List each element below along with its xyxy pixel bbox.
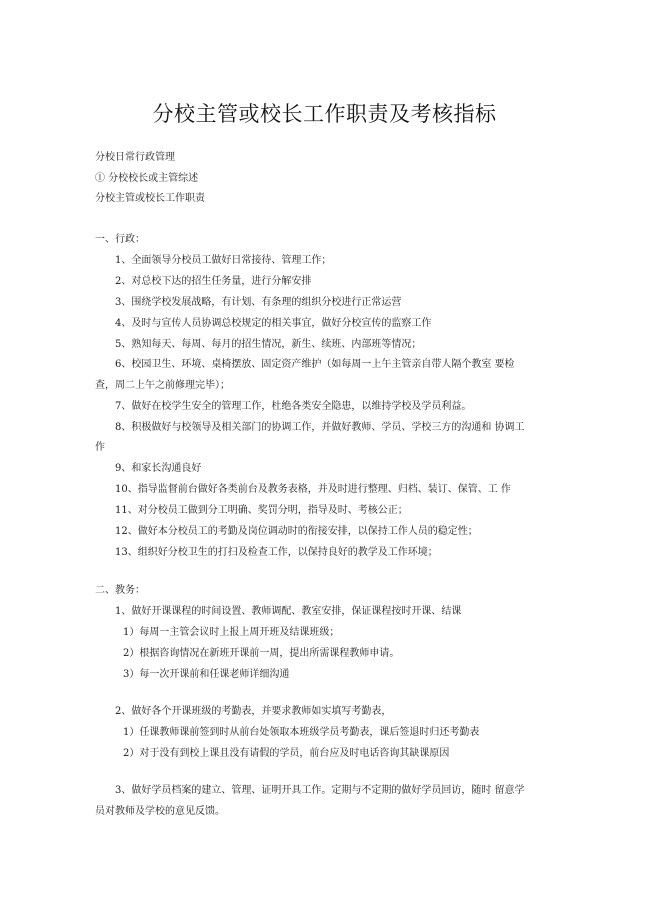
sub-item: 3）每一次开课前和任课老师详细沟通 <box>123 669 290 680</box>
list-item: 1、做好开课课程的时间设置、教师调配、教室安排，保证课程按时开课、结课 <box>115 606 462 617</box>
list-item: 10、指导监督前台做好各类前台及教务表格，并及时进行整理、归档、装订、保管、工 作 <box>115 484 511 495</box>
section-heading-academic: 二、教务： <box>95 585 145 596</box>
intro-line: ① 分校校长或主管综述 <box>95 173 199 184</box>
sub-item: 1）任课教师课前签到时从前台处领取本班级学员考勤表，课后签退时归还考勤表 <box>123 727 480 738</box>
list-item: 5、熟知每天、每周、每月的招生情况，新生、续班、内部班等情况； <box>115 339 422 350</box>
sub-item: 2）根据咨询情况在新班开课前一周，提出所需课程教师申请。 <box>123 648 400 659</box>
list-item: 3、做好学员档案的建立、管理、证明开具工作。定期与不定期的做好学员回访，随时 留意学 <box>115 785 525 796</box>
list-item: 2、对总校下达的招生任务量，进行分解安排 <box>115 276 312 287</box>
list-item-continuation: 员对教师及学校的意见反馈。 <box>95 806 225 817</box>
list-item-continuation: 作 <box>95 442 105 453</box>
list-item: 1、全面领导分校员工做好日常接待、管理工作； <box>115 255 332 266</box>
sub-item: 2）对于没有到校上课且没有请假的学员，前台应及时电话咨询其缺课原因 <box>123 748 450 759</box>
list-item: 12、做好本分校员工的考勤及岗位调动时的衔接安排，以保持工作人员的稳定性； <box>115 526 478 537</box>
intro-line: 分校主管或校长工作职责 <box>95 193 205 204</box>
list-item: 2、做好各个开课班级的考勤表，并要求教师如实填写考勤表， <box>115 706 392 717</box>
list-item: 6、校园卫生、环境、桌椅摆放、固定资产维护（如每周一上午主管亲自带人隔个教室 要检 <box>115 359 515 370</box>
list-item: 11、对分校员工做到分工明确、奖罚分明，指导及时、考核公正； <box>115 505 408 516</box>
list-item: 4、及时与宣传人员协调总校规定的相关事宜，做好分校宣传的监察工作 <box>115 318 432 329</box>
list-item: 3、围绕学校发展战略，有计划、有条理的组织分校进行正常运营 <box>115 297 402 308</box>
list-item: 9、和家长沟通良好 <box>115 463 202 474</box>
intro-line: 分校日常行政管理 <box>95 152 175 163</box>
section-heading-admin: 一、行政： <box>95 234 145 245</box>
sub-item: 1）每周一主管会议时上报上周开班及结课班级； <box>123 627 340 638</box>
list-item: 7、做好在校学生安全的管理工作，杜绝各类安全隐患，以维持学校及学员利益。 <box>115 401 472 412</box>
list-item: 13、组织好分校卫生的打扫及检查工作，以保持良好的教学及工作环境； <box>115 547 438 558</box>
list-item-continuation: 查，周二上午之前修理完毕）； <box>95 380 230 391</box>
document-title: 分校主管或校长工作职责及考核指标 <box>152 102 497 126</box>
list-item: 8、积极做好与校领导及相关部门的协调工作，并做好教师、学员、学校三方的沟通和 协调工 <box>115 422 525 433</box>
